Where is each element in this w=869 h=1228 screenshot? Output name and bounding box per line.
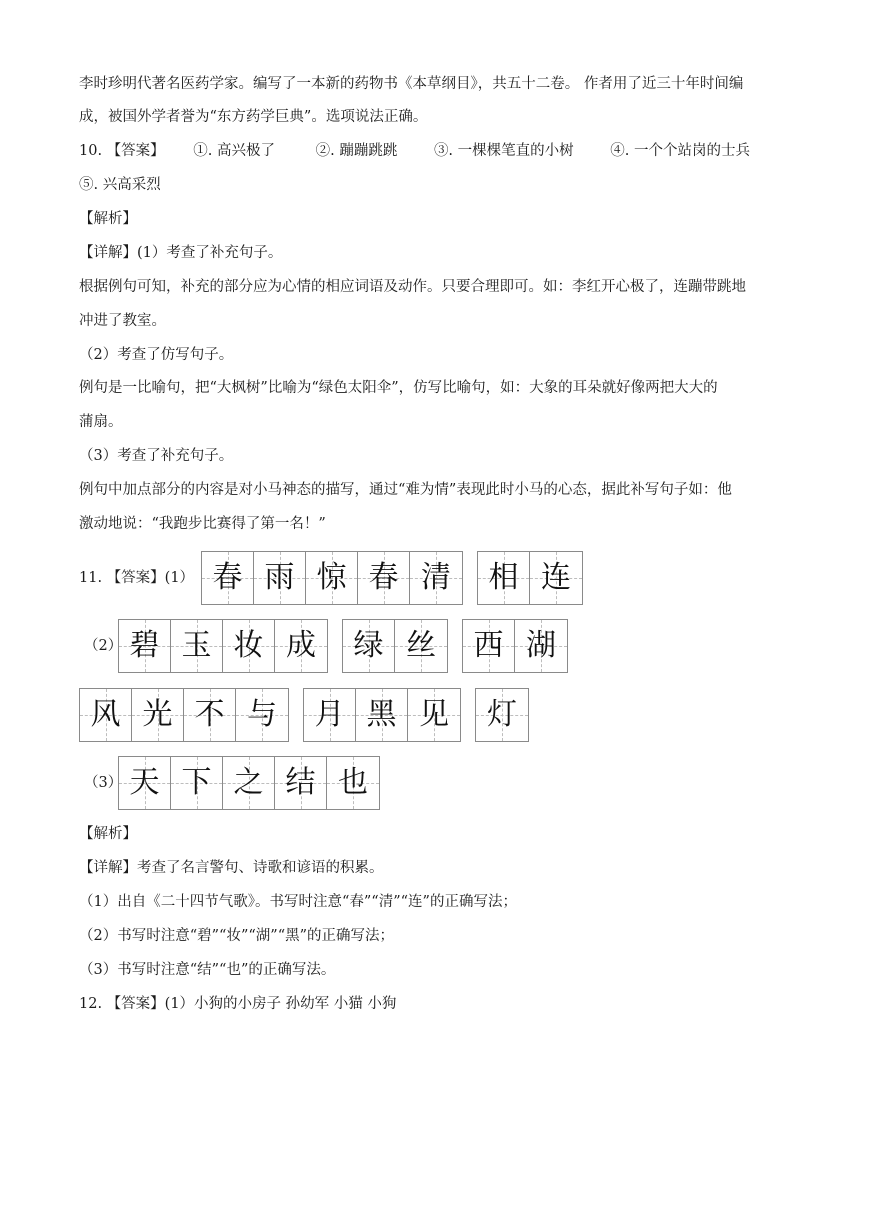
q12-answer-line: 12. 【答案】(1）小狗的小房子 孙幼军 小猫 小狗 [79, 996, 397, 1012]
grid-character: 湖 [526, 628, 556, 663]
grid-character: 妆 [233, 628, 264, 663]
char-grid-cell [223, 620, 275, 672]
char-grid-cell [171, 757, 223, 809]
char-grid-group [118, 619, 328, 673]
intro-line-1: 李时珍明代著名医药学家。编写了一本新的药物书《本草纲目》，共五十二卷。 作者用了近三十年时间编 [79, 76, 744, 92]
char-grid-cell [476, 689, 528, 741]
q11-label-3: （3） [84, 775, 123, 791]
char-grid-cell [463, 620, 515, 672]
grid-character: 结 [285, 765, 316, 800]
q10-option-5: ⑤. 兴高采烈 [79, 177, 161, 193]
grid-character: 风 [90, 697, 121, 732]
char-grid-group [462, 619, 568, 673]
char-grid-group [201, 551, 463, 605]
q11-detail-line: （2）书写时注意“碧”“妆”“湖”“黑”的正确写法； [79, 928, 395, 944]
grid-character: 碧 [129, 628, 160, 663]
q11-label-2: （2） [84, 638, 123, 654]
char-grid-cell [184, 689, 236, 741]
q10-detail-line: 例句是一比喻句，把“大枫树”比喻为“绿色太阳伞”，仿写比喻句，如：大象的耳朵就好像两把大大的 [79, 380, 718, 396]
grid-character: 春 [368, 560, 399, 595]
char-grid-cell [306, 552, 358, 604]
grid-character: 丝 [406, 628, 436, 663]
q10-detail-line: （2）考查了仿写句子。 [79, 347, 234, 363]
char-grid-cell [395, 620, 447, 672]
q11-answer-head: 11. 【答案】(1） [79, 570, 195, 586]
char-grid-cell [358, 552, 410, 604]
char-grid-group [342, 619, 448, 673]
grid-character: 见 [419, 697, 449, 732]
q11-detail-line: 【详解】考查了名言警句、诗歌和谚语的积累。 [79, 860, 384, 876]
grid-character: 成 [286, 628, 316, 663]
char-grid-group [477, 551, 583, 605]
q10-detail-line: 冲进了教室。 [79, 313, 166, 329]
char-grid-cell [275, 757, 327, 809]
q11-row-2-grid [118, 619, 582, 673]
grid-character: 与 [247, 697, 277, 732]
char-grid-cell [119, 757, 171, 809]
q10-detail-line: 【详解】(1）考查了补充句子。 [79, 245, 283, 261]
q11-analysis-heading: 【解析】 [79, 826, 137, 842]
grid-character: 相 [488, 560, 519, 595]
char-grid-cell [515, 620, 567, 672]
char-grid-cell [202, 552, 254, 604]
char-grid-cell [236, 689, 288, 741]
q10-detail-line: 根据例句可知，补充的部分应为心情的相应词语及动作。只要合理即可。如：李红开心极了，连蹦带跳地 [79, 279, 746, 295]
grid-character: 清 [421, 560, 451, 595]
char-grid-cell [327, 757, 379, 809]
char-grid-cell [304, 689, 356, 741]
grid-character: 也 [338, 765, 368, 800]
q10-option-4: ④. 一个个站岗的士兵 [610, 143, 750, 159]
char-grid-cell [343, 620, 395, 672]
q10-answer-head: 10. 【答案】 [79, 143, 165, 159]
grid-character: 惊 [316, 560, 347, 595]
char-grid-cell [478, 552, 530, 604]
grid-character: 玉 [181, 628, 212, 663]
q10-analysis-heading: 【解析】 [79, 211, 137, 227]
char-grid-cell [275, 620, 327, 672]
grid-character: 春 [212, 560, 243, 595]
grid-character: 天 [129, 765, 160, 800]
grid-character: 绿 [353, 628, 384, 663]
grid-character: 光 [142, 697, 173, 732]
q11-row-4-grid [118, 756, 394, 810]
char-grid-group [475, 688, 529, 742]
char-grid-cell [254, 552, 306, 604]
grid-character: 不 [194, 697, 225, 732]
grid-character: 灯 [487, 697, 517, 732]
char-grid-cell [408, 689, 460, 741]
char-grid-group [303, 688, 461, 742]
q10-option-2: ②. 蹦蹦跳跳 [315, 143, 398, 159]
char-grid-group [118, 756, 380, 810]
grid-character: 连 [541, 560, 571, 595]
grid-character: 雨 [264, 560, 295, 595]
char-grid-cell [80, 689, 132, 741]
q10-answer-line [79, 141, 750, 161]
q10-detail-line: 蒲扇。 [79, 414, 123, 430]
grid-character: 黑 [366, 697, 397, 732]
char-grid-group [79, 688, 289, 742]
q11-row-1-grid [201, 551, 597, 605]
grid-character: 西 [473, 628, 504, 663]
char-grid-cell [410, 552, 462, 604]
q10-option-3: ③. 一棵棵笔直的小树 [433, 143, 574, 159]
q10-detail-line: 激动地说：“我跑步比赛得了第一名！” [79, 516, 326, 532]
q10-detail-line: 例句中加点部分的内容是对小马神态的描写，通过“难为情”表现此时小马的心态，据此补写句子如：他 [79, 482, 732, 498]
char-grid-cell [132, 689, 184, 741]
intro-line-2: 成，被国外学者誉为“东方药学巨典”。选项说法正确。 [79, 109, 428, 125]
q11-row-3-grid [79, 688, 543, 742]
q11-detail-line: （1）出自《二十四节气歌》。书写时注意“春”“清”“连”的正确写法； [79, 894, 517, 910]
char-grid-cell [223, 757, 275, 809]
grid-character: 月 [314, 697, 345, 732]
char-grid-cell [356, 689, 408, 741]
char-grid-cell [171, 620, 223, 672]
q11-detail-line: （3）书写时注意“结”“也”的正确写法。 [79, 962, 336, 978]
q10-detail-line: （3）考查了补充句子。 [79, 448, 234, 464]
q10-option-1: ①. 高兴极了 [193, 143, 275, 159]
grid-character: 之 [233, 765, 264, 800]
grid-character: 下 [181, 765, 212, 800]
char-grid-cell [119, 620, 171, 672]
char-grid-cell [530, 552, 582, 604]
